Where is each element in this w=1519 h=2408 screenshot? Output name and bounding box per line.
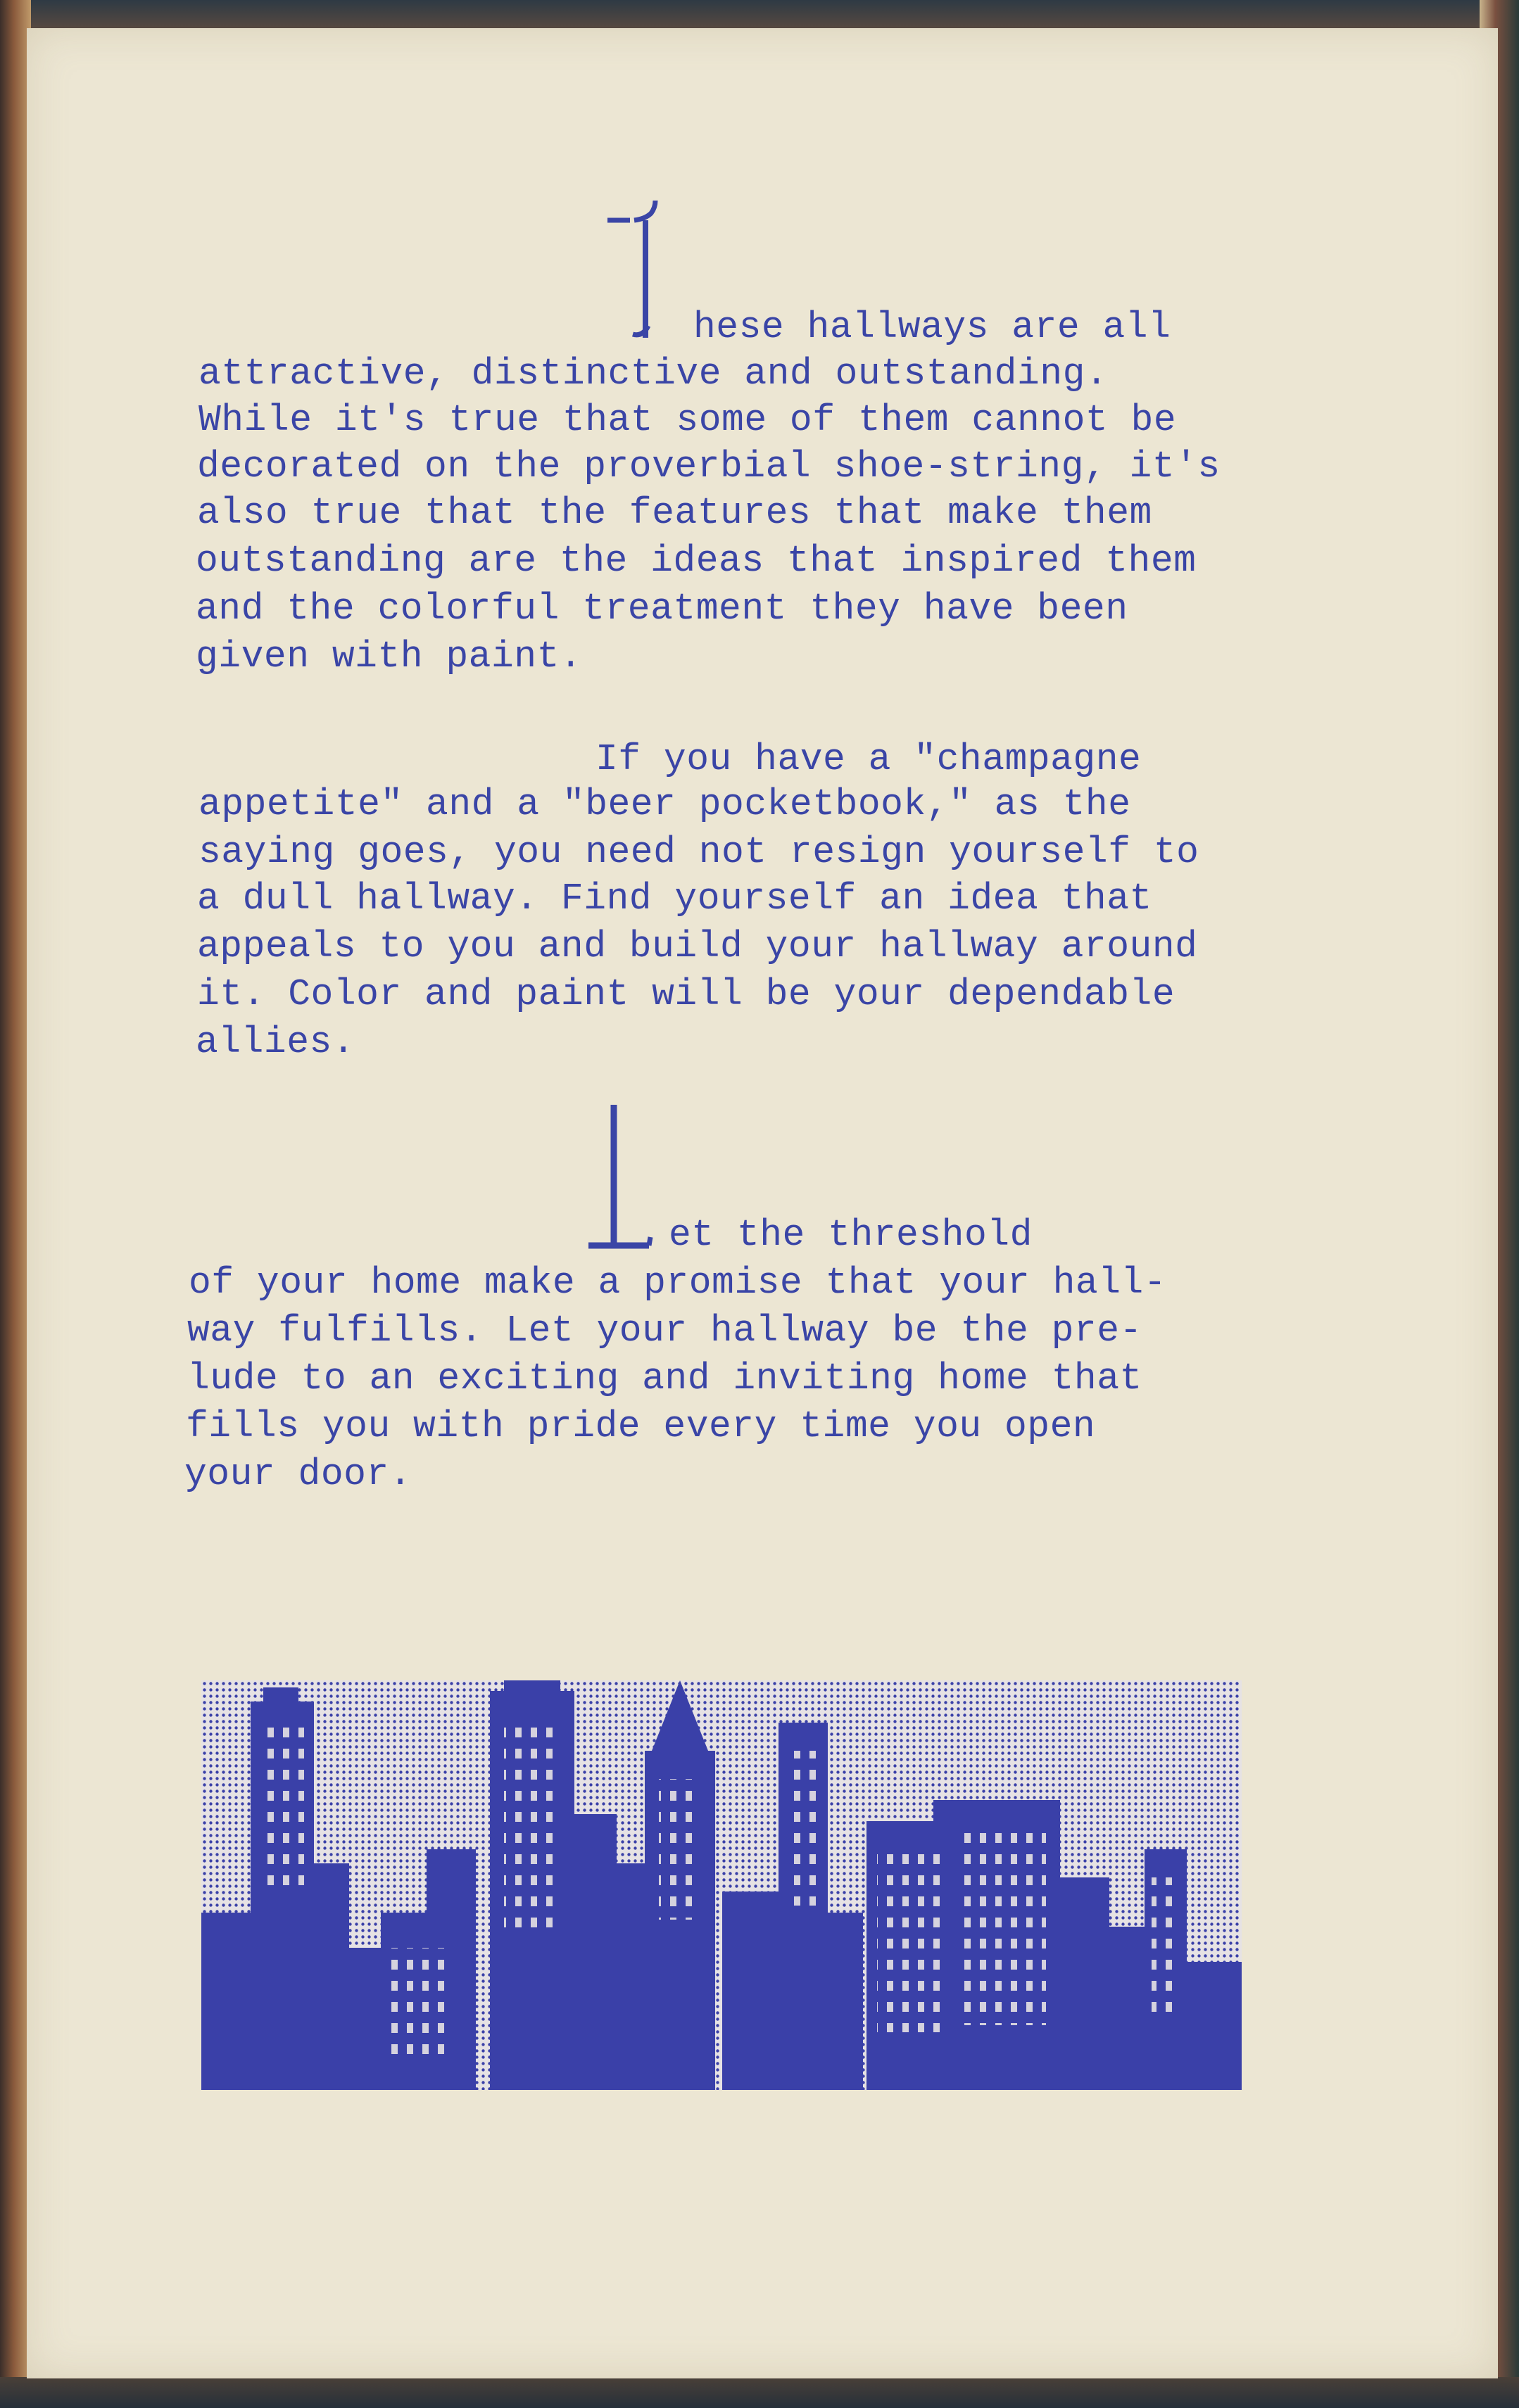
text-line: outstanding are the ideas that inspired them <box>196 540 1197 582</box>
text-line: and the colorful treatment they have been <box>196 588 1128 630</box>
text-line: it. Color and paint will be your dependable <box>197 973 1176 1015</box>
text-line: a dull hallway. Find yourself an idea that <box>197 877 1152 920</box>
text-line: et the threshold <box>669 1214 1033 1256</box>
drop-cap-t <box>602 201 679 341</box>
text-line: saying goes, you need not resign yourself to <box>198 831 1199 873</box>
text-line: given with paint. <box>196 635 583 678</box>
text-line: If you have a "champagne <box>595 738 1142 780</box>
city-skyline-illustration <box>201 1680 1242 2090</box>
text-line: While it's true that some of them cannot be <box>198 399 1177 441</box>
text-line: hese hallways are all <box>693 306 1171 348</box>
text-line: appeals to you and build your hallway around <box>197 925 1198 968</box>
text-line: of your home make a promise that your hall- <box>189 1262 1167 1304</box>
text-line: allies. <box>196 1021 355 1063</box>
text-line: fills you with pride every time you open <box>186 1405 1096 1447</box>
text-line: decorated on the proverbial shoe-string, it's <box>197 445 1221 488</box>
text-line: lude to an exciting and inviting home that <box>187 1357 1142 1400</box>
text-line: your door. <box>184 1453 412 1495</box>
text-line: attractive, distinctive and outstanding. <box>198 353 1109 395</box>
text-line: way fulfills. Let your hallway be the pre- <box>187 1310 1142 1352</box>
text-line: also true that the features that make them <box>197 492 1152 534</box>
text-line: appetite" and a "beer pocketbook," as the <box>198 783 1131 825</box>
drop-cap-l <box>584 1105 669 1253</box>
